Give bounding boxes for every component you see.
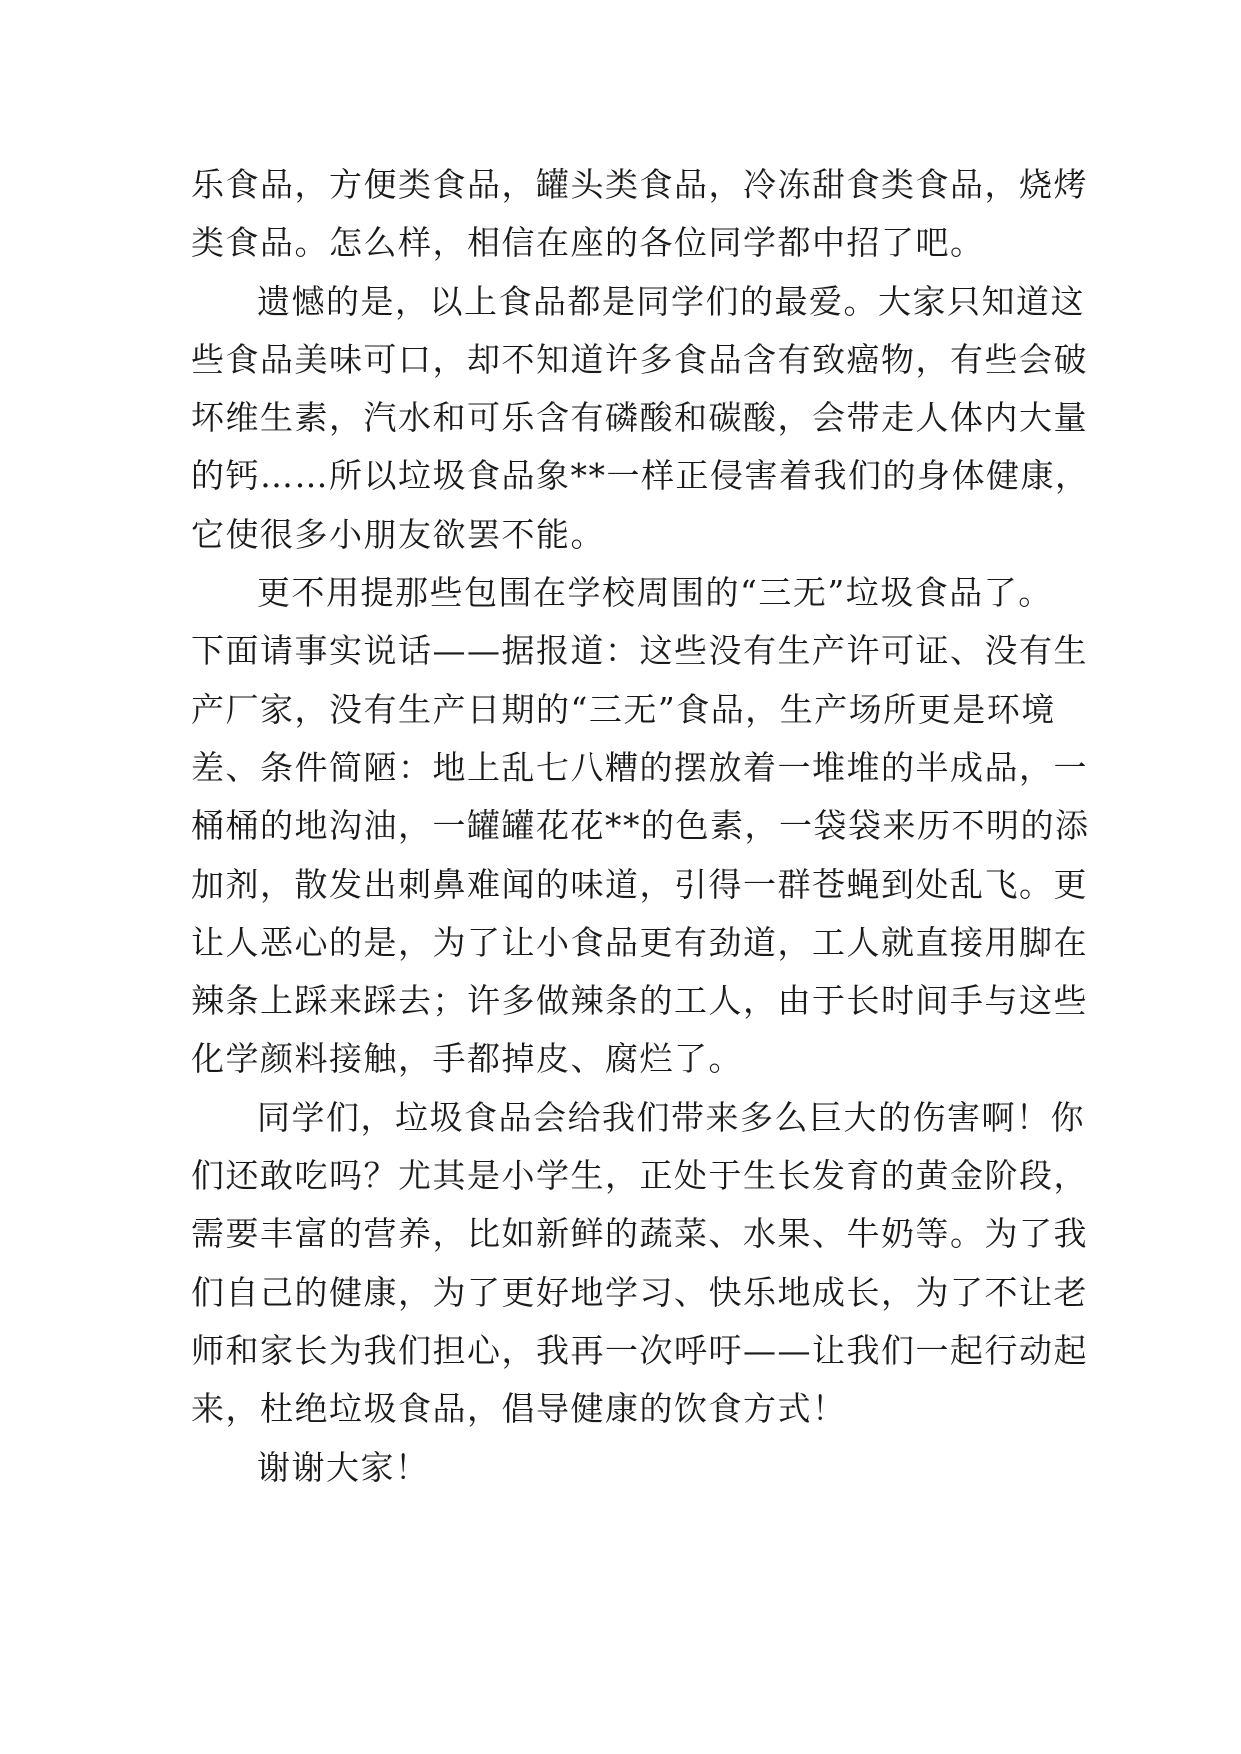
text-line: 差、条件简陋：地上乱七八糟的摆放着一堆堆的半成品，一 bbox=[191, 747, 1088, 787]
text-line: 的钙……所以垃圾食品象**一样正侵害着我们的身体健康， bbox=[191, 456, 1090, 496]
text-line: 同学们，垃圾食品会给我们带来多么巨大的伤害啊！你 bbox=[257, 1097, 1085, 1137]
text-line: 们还敢吃吗？尤其是小学生，正处于生长发育的黄金阶段， bbox=[191, 1156, 1088, 1196]
text-line: 谢谢大家！ bbox=[257, 1447, 430, 1487]
text-line: 让人恶心的是，为了让小食品更有劲道，工人就直接用脚在 bbox=[191, 922, 1088, 962]
text-line: 它使很多小朋友欲罢不能。 bbox=[191, 514, 605, 554]
text-line: 下面请事实说话——据报道：这些没有生产许可证、没有生 bbox=[191, 631, 1088, 671]
text-line: 需要丰富的营养，比如新鲜的蔬菜、水果、牛奶等。为了我 bbox=[191, 1214, 1088, 1254]
text-line: 产厂家，没有生产日期的“三无”食品，生产场所更是环境 bbox=[191, 689, 1056, 729]
text-line: 更不用提那些包围在学校周围的“三无”垃圾食品了。 bbox=[257, 573, 1053, 613]
text-line: 们自己的健康，为了更好地学习、快乐地成长，为了不让老 bbox=[191, 1272, 1088, 1312]
text-line: 遗憾的是，以上食品都是同学们的最爱。大家只知道这 bbox=[257, 281, 1085, 321]
text-line: 师和家长为我们担心，我再一次呼吁——让我们一起行动起 bbox=[191, 1330, 1088, 1370]
document-body bbox=[191, 156, 1090, 1497]
text-line: 乐食品，方便类食品，罐头类食品，冷冻甜食类食品，烧烤 bbox=[191, 165, 1088, 204]
text-line: 化学颜料接触，手都掉皮、腐烂了。 bbox=[191, 1039, 743, 1079]
text-line: 些食品美味可口，却不知道许多食品含有致癌物，有些会破 bbox=[191, 339, 1088, 379]
text-line: 坏维生素，汽水和可乐含有磷酸和碳酸，会带走人体内大量 bbox=[191, 398, 1088, 438]
text-line: 加剂，散发出刺鼻难闻的味道，引得一群苍蝇到处乱飞。更 bbox=[191, 864, 1088, 904]
text-line: 类食品。怎么样，相信在座的各位同学都中招了吧。 bbox=[191, 223, 985, 263]
text-line: 辣条上踩来踩去；许多做辣条的工人，由于长时间手与这些 bbox=[191, 981, 1088, 1021]
text-line: 桶桶的地沟油，一罐罐花花**的色素，一袋袋来历不明的添 bbox=[191, 806, 1090, 846]
text-line: 来，杜绝垃圾食品，倡导健康的饮食方式！ bbox=[191, 1389, 847, 1429]
